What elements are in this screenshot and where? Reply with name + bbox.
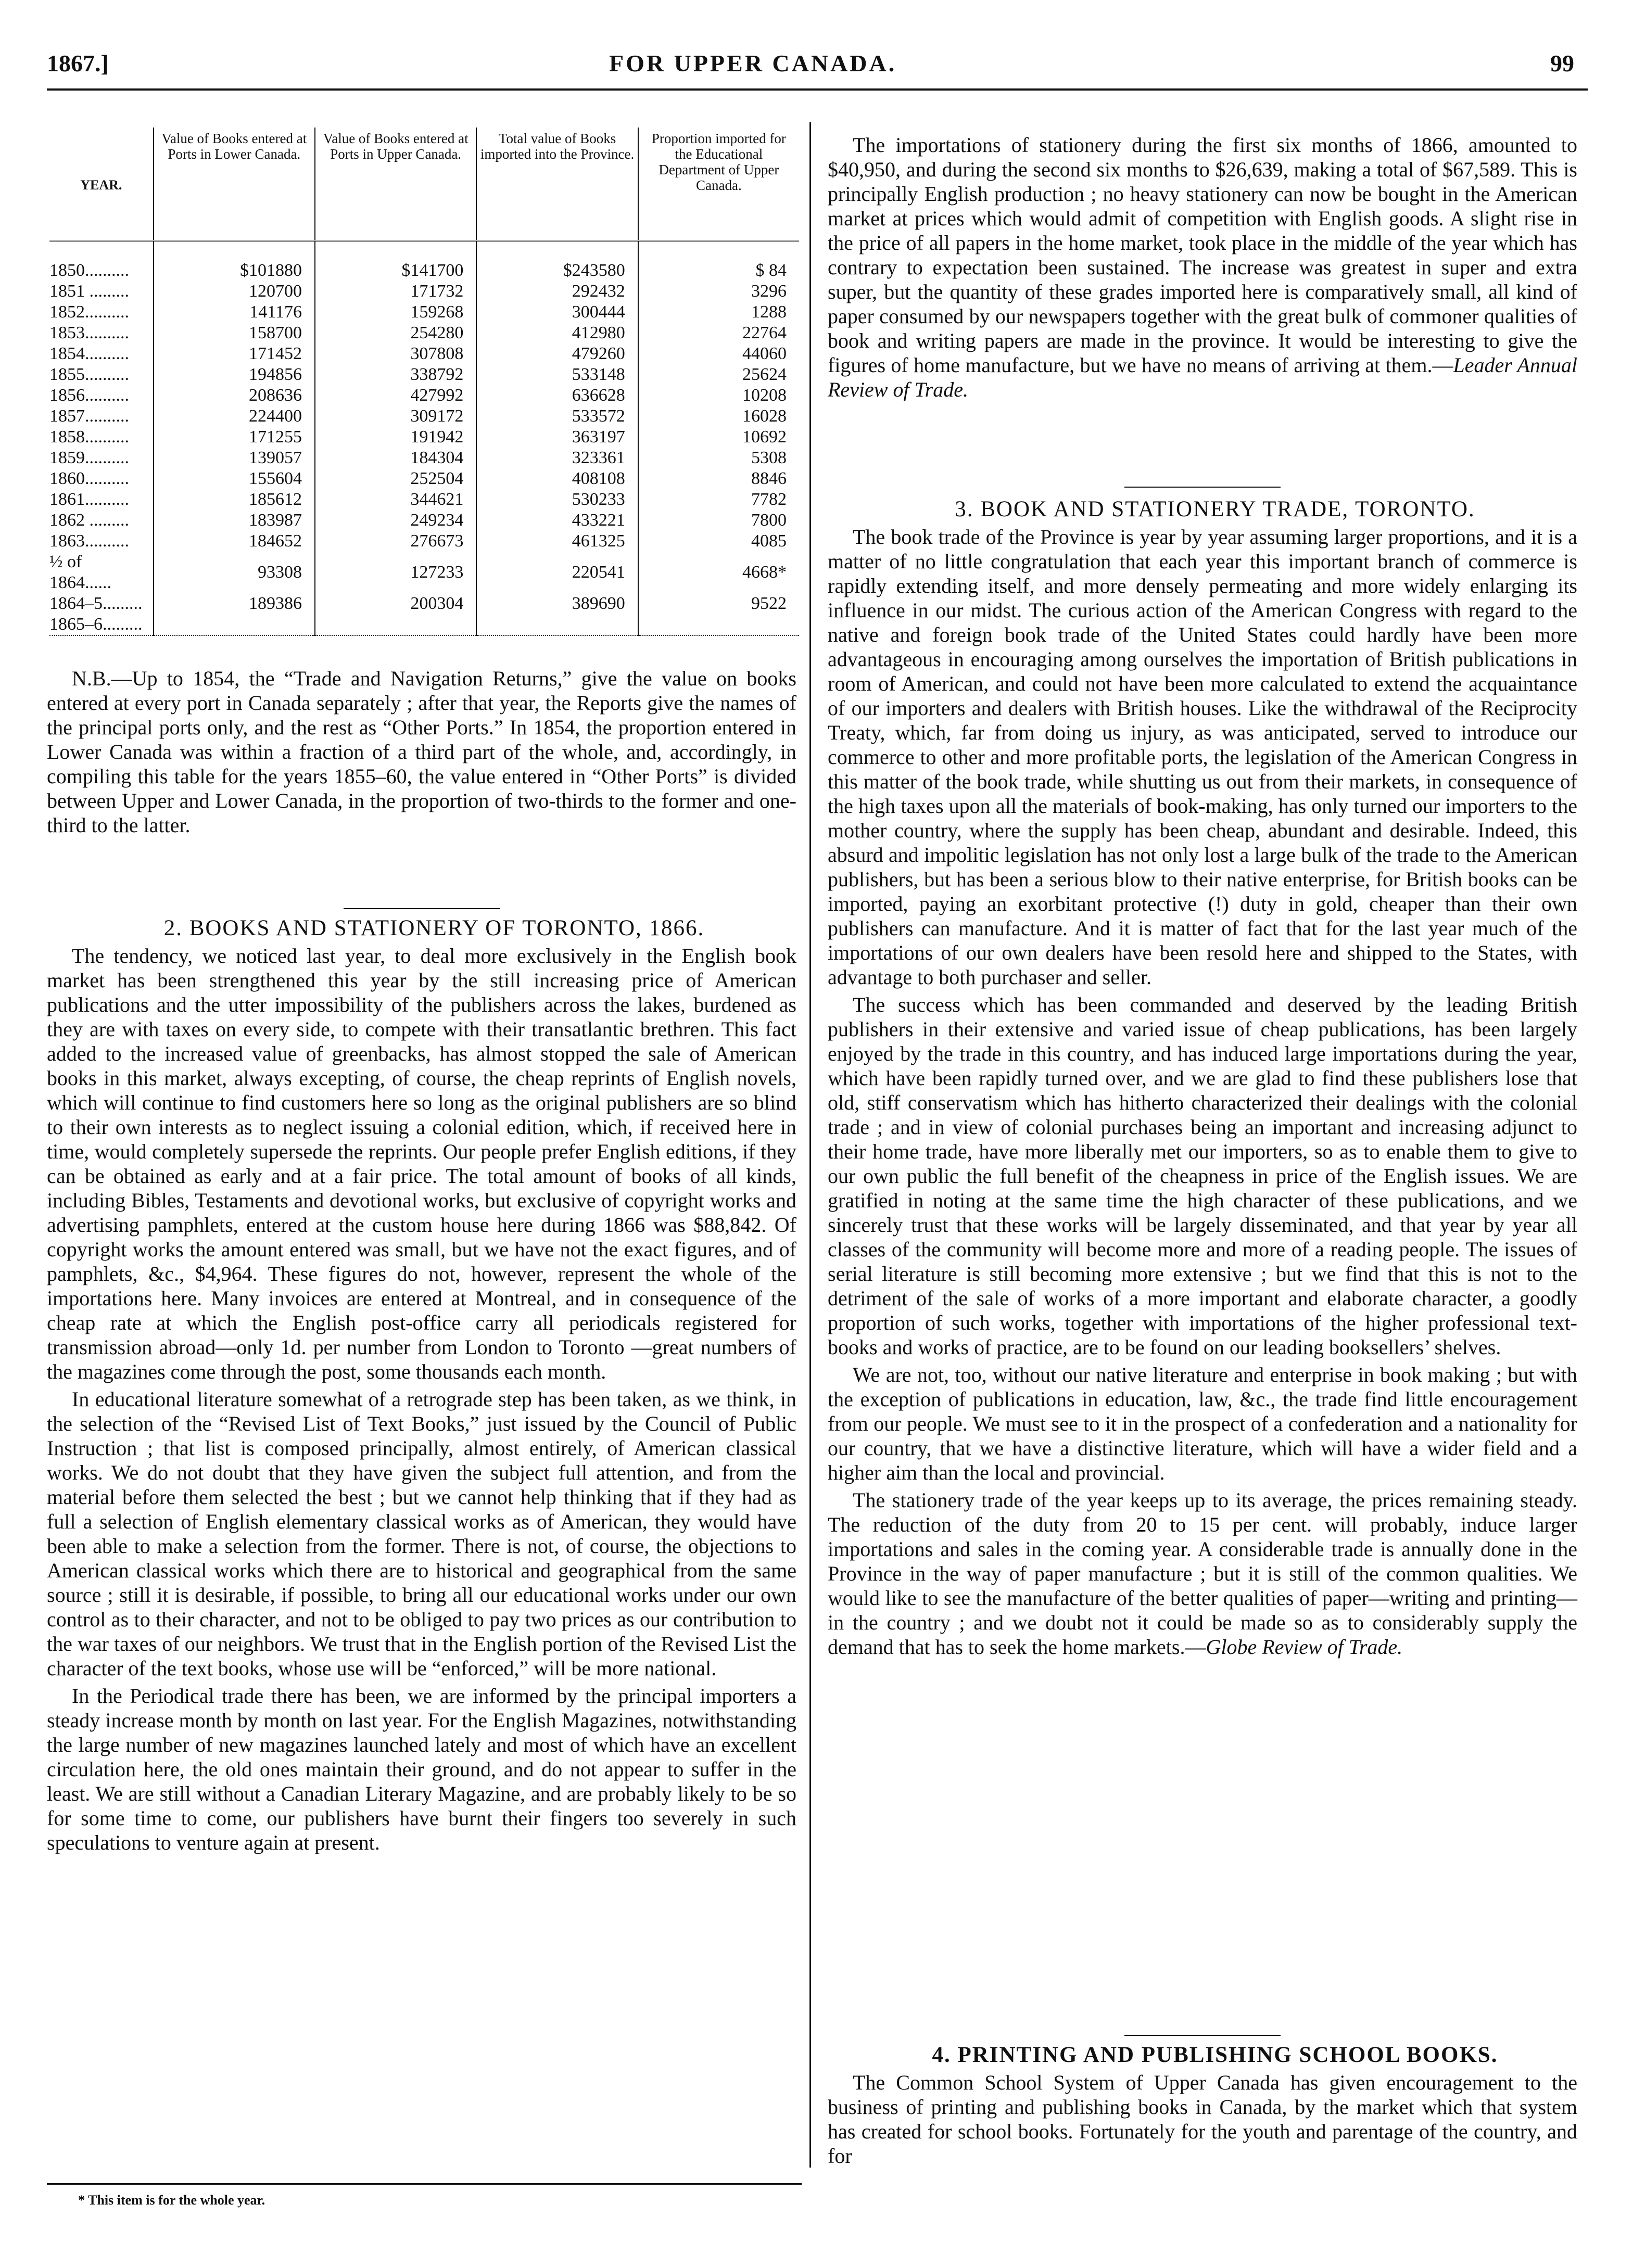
table-cell-value: 224400: [154, 406, 315, 427]
section-rule: [344, 908, 500, 909]
table-cell-value: 16028: [638, 406, 799, 427]
section-rule: [1124, 487, 1281, 488]
table-cell-value: 159268: [315, 302, 476, 323]
table-cell-value: 9522: [638, 593, 799, 614]
table-row: [49, 531, 799, 552]
table-cell-year: 1860..........: [49, 469, 129, 488]
table-cell-value: 461325: [476, 531, 638, 552]
table-cell-year: 1856..........: [49, 386, 129, 405]
table-cell-value: [638, 614, 799, 635]
table-header-row: [49, 128, 799, 241]
col-header-upper-canada: Value of Books entered at Ports in Upper Canada.: [315, 128, 476, 241]
table-cell-value: $141700: [315, 241, 476, 282]
table-cell-year: ½ of 1864......: [49, 552, 111, 592]
header-rule: [47, 88, 1588, 91]
right-column: [828, 133, 1577, 405]
table-cell-year: 1858..........: [49, 427, 129, 447]
table-cell-value: 141176: [154, 302, 315, 323]
table-cell-value: 184304: [315, 448, 476, 468]
page-header-title: FOR UPPER CANADA.: [609, 50, 897, 77]
table-cell-value: [154, 614, 315, 635]
table-row: [49, 343, 799, 364]
table-cell-year: 1863..........: [49, 531, 129, 551]
table-cell-value: 338792: [315, 364, 476, 385]
table-cell-value: 4668*: [638, 552, 799, 593]
section-3-title: 3. BOOK AND STATIONERY TRADE, TORONTO.: [955, 497, 1475, 521]
table-row: [49, 427, 799, 448]
table-row: [49, 241, 799, 282]
table-cell-value: $101880: [154, 241, 315, 282]
table-cell-value: 220541: [476, 552, 638, 593]
table-cell-value: 636628: [476, 385, 638, 406]
section-4-title: 4. PRINTING AND PUBLISHING SCHOOL BOOKS.: [932, 2043, 1498, 2067]
table-cell-value: 185612: [154, 489, 315, 510]
table-cell-value: 7782: [638, 489, 799, 510]
table-row: [49, 552, 799, 593]
table-cell-year: 1857..........: [49, 406, 129, 426]
page-header-date: 1867.]: [47, 50, 109, 77]
table-cell-value: 44060: [638, 343, 799, 364]
table-cell-value: 22764: [638, 323, 799, 343]
table-cell-value: 4085: [638, 531, 799, 552]
table-cell-value: 25624: [638, 364, 799, 385]
table-cell-value: 158700: [154, 323, 315, 343]
table-cell-value: 139057: [154, 448, 315, 468]
table-cell-value: 533148: [476, 364, 638, 385]
table-cell-value: 309172: [315, 406, 476, 427]
footnote-rule: [47, 2183, 802, 2185]
table-cell-value: 363197: [476, 427, 638, 448]
paragraph-text: The stationery trade of the year keeps up to its average, the prices remaining steady. The reduction of the duty from 20 to 15 per cent. will probably, induce larger importations and sales in the coming year. A considerable trade is annually done in the Province in the way of paper manufacture ; but it is still of the common qualities. We would like to see the manufacture of the better qualities of paper—writing and printing—in the country ; and we doubt not it could be made so as to considerably supply the demand that has to seek the home markets.—: [828, 1488, 1577, 1659]
right-column-end: [828, 2043, 1577, 2171]
table-cell-value: 412980: [476, 323, 638, 343]
table-cell-value: 300444: [476, 302, 638, 323]
table-cell-value: 3296: [638, 281, 799, 302]
table-row: [49, 406, 799, 427]
table-cell-value: 276673: [315, 531, 476, 552]
table-cell-value: 389690: [476, 593, 638, 614]
table-cell-value: [476, 614, 638, 635]
table-row: [49, 448, 799, 468]
table-cell-value: 183987: [154, 510, 315, 531]
table-cell-value: 307808: [315, 343, 476, 364]
table-cell-year: 1859..........: [49, 448, 129, 467]
table-cell-year: 1853..........: [49, 323, 129, 342]
section-rule: [1124, 2035, 1281, 2036]
table-cell-value: 155604: [154, 468, 315, 489]
right-column-body: [828, 497, 1577, 1662]
table-cell-value: 200304: [315, 593, 476, 614]
col-header-year: YEAR.: [49, 128, 154, 241]
table-row: [49, 281, 799, 302]
table-row: [49, 510, 799, 531]
page-number: 99: [1550, 50, 1574, 77]
paragraph: In educational literature somewhat of a retrograde step has been taken, as we think, in the selection of the “Revised List of Text Books,” just issued by the Council of Public Instruction ; that list is composed principally, almost entirely, of American classical works. We do not doubt that they have given the subject full attention, and from the material before them selected the best ; but we cannot help thinking that if they had as full a selection of English elementary classical works as of American, they would have been able to make a selection from the former. There is not, of course, the objections to American classical works which there are to historical and geographical from the same source ; still it is desirable, if possible, to bring all our educational works under our own control as to their character, and not to be obliged to pay two prices as our contribution to the war taxes of our neighbors. We trust that in the English portion of the Revised List the character of the text books, whose use will be “enforced,” will be more national.: [47, 1387, 796, 1680]
table-cell-value: 254280: [315, 323, 476, 343]
book-imports-table: [49, 128, 799, 636]
paragraph: The book trade of the Province is year by year assuming larger proportions, and it is a matter of no little congratulation that each year this important branch of commerce is rapidly extending itself, and more densely permeating and more widely enlarging its influence in our midst. The curious action of the American Congress with regard to the native and foreign book trade of the United States could hardly have been more advantageous in encouraging among ourselves the importation of British publications in room of American, and could not have been more calculated to extend the acquaintance of our importers and dealers with British houses. Like the withdrawal of the Reciprocity Treaty, which, far from doing us injury, as was anticipated, served to introduce our commerce to other and more profitable ports, the legislation of the American Congress in this matter of the book trade, while shutting us out from their markets, in consequence of the high taxes upon all the materials of book-making, has only turned our importers to the mother country, where the supply has been cheap, abundant and desirable. Indeed, this absurd and impolitic legislation has not only lost a large bulk of the trade to the American publishers, but has been a serious blow to their native enterprise, for British books can be imported, paying an exorbitant protective (!) duty in gold, cheaper than their own publishers can manufacture. And it is matter of fact that for the last year much of the importations of our own dealers have been resold here and shipped to the States, with advantage to both purchaser and seller.: [828, 525, 1577, 989]
table-cell-value: 10692: [638, 427, 799, 448]
table-cell-value: 344621: [315, 489, 476, 510]
table-cell-value: 171255: [154, 427, 315, 448]
table-row: [49, 468, 799, 489]
table-cell-value: 408108: [476, 468, 638, 489]
footnote: * This item is for the whole year.: [78, 2193, 265, 2208]
table-cell-value: 433221: [476, 510, 638, 531]
table-row: [49, 489, 799, 510]
table-cell-value: 120700: [154, 281, 315, 302]
table-cell-year: 1861..........: [49, 490, 129, 509]
table-cell-value: 1288: [638, 302, 799, 323]
left-column-body: [47, 916, 796, 1858]
paragraph: [828, 133, 1577, 402]
table-row: [49, 593, 799, 614]
paragraph: The success which has been commanded and deserved by the leading British publishers in their extensive and varied issue of cheap publications, has been largely enjoyed by the trade in this country, and has induced large importations during the year, which have been rapidly turned over, and we are glad to find these publishers lose that old, stiff conservatism which has hitherto characterized their dealings with the colonial trade ; and in view of colonial purchases being an important and increasing adjunct to their home trade, have more liberally met our importers, so as to enable them to give to our own public the full benefit of the cheapness in price of the English issues. We are gratified in noting at the same time the high character of these publications, and we sincerely trust that these works will be largely disseminated, and that year by year all classes of the community will become more and more of a reading people. The issues of serial literature is still becoming more extensive ; but we find that this is not to the detriment of the sale of works of a more important and elaborate character, a goodly proportion of such works, together with importations of the higher professional text-books and works of practice, are to be found on our leading booksellers’ shelves.: [828, 993, 1577, 1359]
table-cell-value: $ 84: [638, 241, 799, 282]
table-cell-value: 479260: [476, 343, 638, 364]
table-cell-value: 184652: [154, 531, 315, 552]
table-row: [49, 302, 799, 323]
citation: Globe Review of Trade.: [1206, 1635, 1403, 1659]
column-divider: [809, 122, 811, 2168]
table-row: [49, 614, 799, 635]
table-cell-year: 1854..........: [49, 344, 129, 363]
table-cell-value: 10208: [638, 385, 799, 406]
nb-note: N.B.—Up to 1854, the “Trade and Navigation Returns,” give the value on books entered at every port in Canada separately ; after that year, the Reports give the names of the principal ports only, and the rest as “Other Ports.” In 1854, the proportion entered in Lower Canada was within a fraction of a third part of the whole, and, accordingly, in compiling this table for the years 1855–60, the value entered in “Other Ports” is divided between Upper and Lower Canada, in the proportion of two-thirds to the former and one-third to the latter.: [47, 667, 796, 837]
table-cell-value: $243580: [476, 241, 638, 282]
table-cell-value: [315, 614, 476, 635]
table-row: [49, 364, 799, 385]
table-cell-value: 427992: [315, 385, 476, 406]
paragraph: We are not, too, without our native literature and enterprise in book making ; but with the exception of publications in education, law, &c., the trade find little encouragement from our people. We must see to it in the prospect of a confederation and a nationality for our country, that we have a distinctive literature, which will have a wider field and a higher aim than the local and provincial.: [828, 1363, 1577, 1484]
table-cell-value: 194856: [154, 364, 315, 385]
paragraph: The tendency, we noticed last year, to deal more exclusively in the English book market has been strengthened this year by the still increasing price of American publications and the utter impossibility of the publishers across the lakes, burdened as they are with taxes on every side, to compete with their transatlantic brethren. This fact added to the increased value of greenbacks, has almost stopped the sale of American books in this market, always excepting, of course, the cheap reprints of English novels, which will continue to find customers here so long as the original publishers are so blind to their own interests as to neglect issuing a colonial edition, which, if received here in time, would completely supersede the reprints. Our people prefer English editions, if they can be obtained as early and at a fair price. The total amount of books of all kinds, including Bibles, Testaments and devotional works, but exclusive of copyright works and advertising pamphlets, entered at the custom house here during 1866 was $88,842. Of copyright works the amount entered was small, but we have not the exact figures, and of pamphlets, &c., $4,964. These figures do not, however, represent the whole of the importations here. Many invoices are entered at Montreal, and in consequence of the cheap rate at which the English post-office carry all periodicals registered for transmission abroad—only 1d. per number from London to Toronto —great numbers of the magazines come through the post, some thousands each month.: [47, 944, 796, 1383]
table-cell-value: 208636: [154, 385, 315, 406]
table-cell-year: 1864–5.........: [49, 594, 143, 613]
table-cell-year: 1850..........: [49, 261, 129, 280]
table-cell-year: 1851 .........: [49, 282, 129, 301]
table-cell-value: 171452: [154, 343, 315, 364]
table-cell-year: 1862 .........: [49, 511, 129, 530]
table-cell-year: 1852..........: [49, 302, 129, 322]
table-cell-value: 93308: [154, 552, 315, 593]
paragraph: [828, 1488, 1577, 1659]
table-cell-value: 171732: [315, 281, 476, 302]
table-row: [49, 385, 799, 406]
table-cell-value: 5308: [638, 448, 799, 468]
paragraph: In the Periodical trade there has been, we are informed by the principal importers a steady increase month by month on last year. For the English Magazines, notwithstanding the large number of new magazines launched lately and most of which have an excellent circulation here, the old ones maintain their ground, and do not appear to suffer in the least. We are still without a Canadian Literary Magazine, and are probably likely to be so for some time to come, our publishers have burnt their fingers too severely in such speculations to venture again at present.: [47, 1684, 796, 1854]
section-2-title: 2. BOOKS AND STATIONERY OF TORONTO, 1866.: [163, 916, 705, 940]
table-cell-value: 292432: [476, 281, 638, 302]
table-cell-value: 323361: [476, 448, 638, 468]
table-cell-value: 8846: [638, 468, 799, 489]
table-cell-value: 189386: [154, 593, 315, 614]
table-cell-value: 530233: [476, 489, 638, 510]
col-header-proportion: Proportion imported for the Educational Department of Upper Canada.: [638, 128, 799, 241]
citation: Leader Annual Review of Trade.: [828, 353, 1577, 401]
table-cell-value: 7800: [638, 510, 799, 531]
table-cell-value: 252504: [315, 468, 476, 489]
table-cell-value: 127233: [315, 552, 476, 593]
col-header-lower-canada: Value of Books entered at Ports in Lower Canada.: [154, 128, 315, 241]
table-cell-year: 1855..........: [49, 365, 129, 384]
table-cell-value: 191942: [315, 427, 476, 448]
table-cell-value: 533572: [476, 406, 638, 427]
col-header-total: Total value of Books imported into the Province.: [476, 128, 638, 241]
table-row: [49, 323, 799, 343]
paragraph: The Common School System of Upper Canada has given encouragement to the business of printing and publishing books in Canada, by the market which that system has created for school books. Fortunately for the youth and parentage of the country, and for: [828, 2071, 1577, 2168]
table-cell-year: 1865–6.........: [49, 614, 154, 635]
table-cell-value: 249234: [315, 510, 476, 531]
paragraph-text: The importations of stationery during the first six months of 1866, amounted to $40,950, and during the second six months to $26,639, making a total of $67,589. This is principally English production ; no heavy stationery can now be bought in the American market at prices which would admit of competition with English goods. A slight rise in the price of all papers in the home market, took place in the middle of the year which has contrary to expectation been sustained. The increase was greatest in super and extra super, but the quantity of these grades imported here is comparatively small, all kind of paper consumed by our newspapers together with the great bulk of commoner qualities of book and writing papers are made in the province. It would be interesting to give the figures of home manufacture, but we have no means of arriving at them.—: [828, 133, 1577, 377]
left-column: [47, 666, 796, 840]
